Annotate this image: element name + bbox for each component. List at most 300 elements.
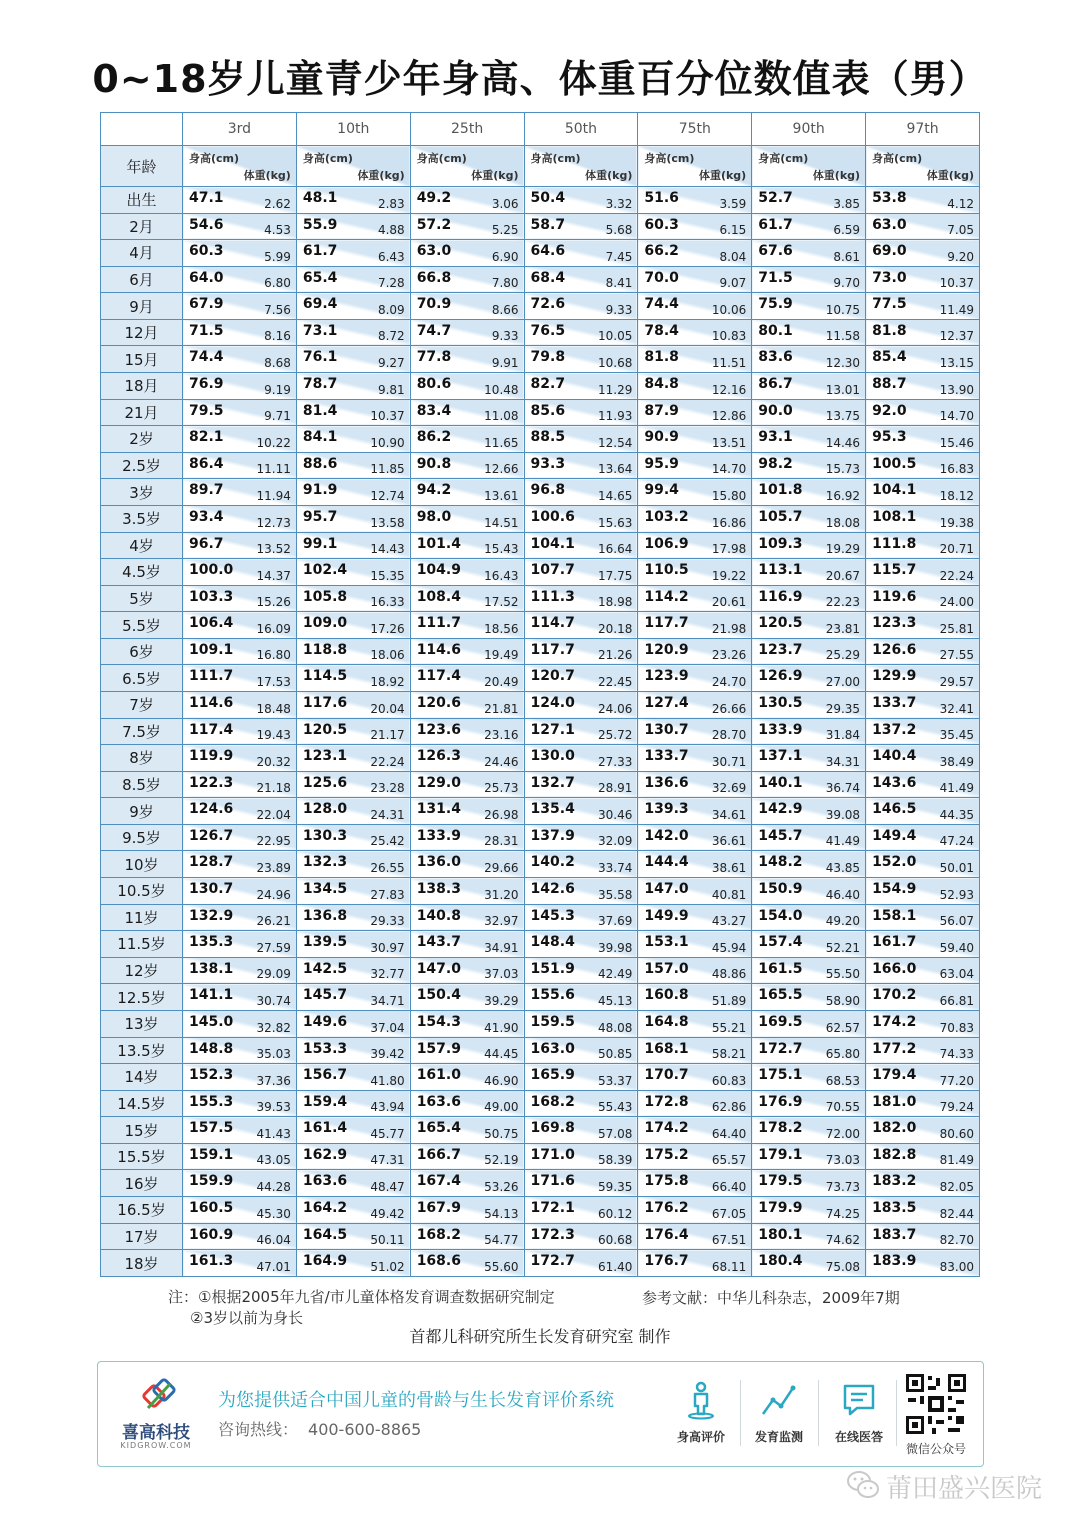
value-cell	[410, 213, 524, 240]
height-value: 177.2	[872, 1040, 917, 1057]
page-title: 0~18岁儿童青少年身高、体重百分位数值表（男）	[92, 57, 988, 101]
value-cell	[752, 532, 866, 559]
height-value: 159.4	[302, 1093, 348, 1110]
height-value: 96.7	[189, 535, 224, 552]
table-row	[101, 957, 980, 984]
weight-value: 24.31	[370, 807, 405, 822]
value-cell	[296, 319, 410, 346]
unit-header-cell	[296, 146, 410, 187]
weight-value: 75.08	[825, 1260, 861, 1274]
value-cell	[410, 585, 524, 612]
brand-name: 喜高科技	[122, 1423, 190, 1443]
age-cell: 14.5岁	[101, 1090, 183, 1117]
height-value: 126.9	[758, 668, 803, 685]
weight-value: 12.66	[484, 462, 519, 477]
weight-value: 20.18	[598, 621, 633, 636]
height-value: 99.4	[644, 482, 679, 499]
height-value: 150.9	[758, 881, 803, 898]
value-cell	[524, 559, 638, 586]
value-cell	[183, 373, 297, 400]
value-cell	[638, 266, 752, 293]
banner-slogan: 为您提供适合中国儿童的骨龄与生长发育评价系统	[218, 1390, 614, 1411]
weight-value: 25.42	[370, 834, 405, 849]
value-cell	[296, 266, 410, 293]
age-cell: 11.5岁	[101, 931, 183, 958]
weight-value: 46.04	[256, 1233, 291, 1248]
height-value: 166.0	[872, 960, 917, 977]
height-value: 111.3	[530, 588, 575, 605]
value-cell	[866, 957, 980, 984]
weight-value: 43.27	[711, 914, 747, 929]
value-cell	[866, 665, 980, 692]
height-value: 163.6	[416, 1093, 461, 1110]
height-value: 161.3	[189, 1253, 234, 1270]
value-cell	[638, 824, 752, 851]
height-value: 95.7	[302, 508, 338, 525]
height-unit-label: 身高(cm)	[758, 152, 809, 165]
height-value: 127.4	[644, 694, 689, 711]
height-value: 155.3	[189, 1093, 234, 1110]
height-value: 55.9	[302, 216, 338, 233]
weight-value: 12.73	[256, 515, 291, 530]
weight-value: 19.38	[939, 515, 974, 530]
weight-value: 22.24	[370, 754, 405, 769]
value-cell	[183, 957, 297, 984]
height-value: 117.4	[189, 721, 234, 738]
height-value: 128.0	[302, 801, 348, 818]
value-cell	[524, 638, 638, 665]
weight-value: 8.04	[719, 249, 747, 264]
value-cell	[296, 452, 410, 479]
weight-value: 8.72	[377, 329, 405, 344]
height-value: 109.3	[758, 535, 803, 552]
value-cell	[183, 638, 297, 665]
weight-value: 18.08	[825, 515, 861, 530]
table-row	[101, 1010, 980, 1037]
height-value: 95.3	[872, 429, 907, 446]
value-cell	[638, 532, 752, 559]
notes	[168, 1287, 555, 1329]
value-cell	[410, 426, 524, 453]
height-value: 90.0	[758, 402, 793, 419]
age-cell: 10.5岁	[101, 878, 183, 905]
weight-value: 51.02	[370, 1260, 405, 1274]
weight-unit-label: 体重(kg)	[243, 169, 291, 182]
table-row	[101, 479, 980, 506]
weight-value: 34.61	[711, 807, 747, 822]
header-corner	[101, 113, 183, 146]
height-value: 60.3	[644, 216, 679, 233]
weight-value: 23.26	[711, 648, 747, 663]
value-cell	[524, 319, 638, 346]
value-cell	[752, 319, 866, 346]
weight-value: 6.43	[377, 249, 405, 264]
value-cell	[183, 399, 297, 426]
value-cell	[183, 1196, 297, 1223]
weight-value: 7.80	[491, 276, 519, 291]
weight-value: 26.21	[256, 914, 291, 929]
weight-value: 23.28	[370, 781, 405, 796]
value-cell	[638, 1143, 752, 1170]
weight-value: 50.11	[370, 1233, 405, 1248]
weight-value: 67.51	[711, 1233, 747, 1248]
weight-value: 20.49	[484, 674, 519, 689]
value-cell	[296, 745, 410, 772]
weight-value: 48.47	[370, 1179, 405, 1194]
value-cell	[638, 612, 752, 639]
weight-value: 13.58	[370, 515, 405, 530]
header-percentile-97th: 97th	[866, 113, 980, 146]
value-cell	[410, 771, 524, 798]
height-value: 88.5	[530, 429, 566, 446]
height-value: 73.0	[872, 269, 907, 286]
value-cell	[752, 1117, 866, 1144]
height-value: 116.9	[758, 588, 803, 605]
height-value: 84.8	[644, 376, 679, 393]
weight-value: 72.00	[825, 1126, 861, 1141]
weight-value: 21.18	[256, 781, 291, 796]
table-row	[101, 1090, 980, 1117]
weight-value: 9.91	[491, 356, 519, 371]
height-value: 76.5	[530, 322, 566, 339]
height-value: 114.6	[416, 641, 461, 658]
feature-height-evaluation[interactable]	[666, 1376, 736, 1456]
height-value: 79.8	[530, 349, 566, 366]
height-value: 140.8	[416, 907, 461, 924]
value-cell	[296, 718, 410, 745]
height-value: 106.4	[189, 615, 234, 632]
value-cell	[410, 878, 524, 905]
height-value: 137.2	[872, 721, 917, 738]
table-row	[101, 346, 980, 373]
value-cell	[183, 585, 297, 612]
weight-value: 5.68	[605, 223, 633, 238]
weight-value: 28.31	[484, 834, 519, 849]
height-value: 152.0	[872, 854, 917, 871]
height-value: 180.1	[758, 1226, 803, 1243]
height-value: 89.7	[189, 482, 224, 499]
weight-value: 11.65	[484, 435, 519, 450]
weight-value: 44.45	[484, 1047, 519, 1062]
height-value: 132.7	[530, 774, 575, 791]
weight-value: 62.86	[711, 1100, 747, 1115]
weight-value: 27.59	[256, 940, 291, 955]
table-row	[101, 745, 980, 772]
age-cell: 7岁	[101, 691, 183, 718]
chat-bubble-icon	[839, 1380, 879, 1420]
value-cell	[183, 1170, 297, 1197]
weight-unit-label: 体重(kg)	[812, 169, 861, 182]
height-value: 136.6	[644, 774, 689, 791]
height-value: 135.4	[530, 801, 575, 818]
weight-value: 64.40	[711, 1126, 747, 1141]
value-cell	[638, 691, 752, 718]
weight-value: 21.98	[711, 621, 747, 636]
weight-value: 11.11	[256, 462, 291, 477]
value-cell	[866, 213, 980, 240]
value-cell	[183, 293, 297, 320]
height-value: 178.2	[758, 1120, 803, 1137]
weight-value: 50.01	[939, 861, 974, 876]
weight-value: 17.26	[370, 621, 405, 636]
value-cell	[410, 904, 524, 931]
height-value: 160.5	[189, 1199, 234, 1216]
value-cell	[638, 240, 752, 267]
value-cell	[752, 904, 866, 931]
height-value: 76.9	[189, 376, 224, 393]
weight-value: 11.49	[939, 302, 974, 317]
value-cell	[638, 771, 752, 798]
weight-value: 74.62	[825, 1233, 861, 1248]
table-row	[101, 293, 980, 320]
value-cell	[524, 213, 638, 240]
weight-value: 10.83	[711, 329, 747, 344]
weight-value: 11.94	[256, 488, 291, 503]
height-value: 175.1	[758, 1067, 803, 1084]
height-value: 111.8	[872, 535, 917, 552]
value-cell	[524, 957, 638, 984]
weight-value: 63.04	[939, 967, 974, 982]
weight-value: 25.73	[484, 781, 519, 796]
value-cell	[752, 585, 866, 612]
weight-value: 65.80	[825, 1047, 861, 1062]
value-cell	[524, 878, 638, 905]
age-cell: 8.5岁	[101, 771, 183, 798]
value-cell	[638, 878, 752, 905]
height-value: 149.9	[644, 907, 689, 924]
value-cell	[296, 399, 410, 426]
height-value: 142.5	[302, 960, 348, 977]
weight-value: 5.99	[264, 249, 291, 264]
weight-value: 18.92	[370, 674, 405, 689]
weight-value: 32.69	[711, 781, 747, 796]
height-value: 176.9	[758, 1093, 803, 1110]
value-cell	[410, 612, 524, 639]
weight-value: 62.57	[825, 1020, 861, 1035]
weight-value: 7.05	[947, 223, 974, 238]
height-value: 183.9	[872, 1253, 917, 1270]
height-value: 126.3	[416, 748, 461, 765]
height-value: 77.8	[416, 349, 452, 366]
height-value: 145.7	[758, 827, 803, 844]
weight-value: 39.53	[256, 1100, 291, 1115]
value-cell	[296, 904, 410, 931]
table-row	[101, 665, 980, 692]
weight-value: 22.04	[256, 807, 291, 822]
value-cell	[752, 213, 866, 240]
weight-value: 34.31	[825, 754, 861, 769]
value-cell	[183, 771, 297, 798]
value-cell	[296, 187, 410, 214]
weight-value: 10.05	[598, 329, 633, 344]
age-cell: 16岁	[101, 1170, 183, 1197]
value-cell	[296, 1117, 410, 1144]
person-height-icon	[681, 1380, 721, 1420]
value-cell	[524, 479, 638, 506]
value-cell	[866, 319, 980, 346]
height-value: 172.8	[644, 1093, 689, 1110]
value-cell	[524, 532, 638, 559]
hotline-number[interactable]: 400-600-8865	[308, 1420, 422, 1439]
weight-value: 10.68	[598, 356, 633, 371]
weight-value: 17.75	[598, 568, 633, 583]
weight-value: 46.40	[825, 887, 861, 902]
value-cell	[410, 399, 524, 426]
weight-value: 9.70	[833, 276, 861, 291]
height-value: 127.1	[530, 721, 575, 738]
height-value: 66.2	[644, 243, 679, 260]
feature-online-consult[interactable]	[824, 1376, 894, 1456]
weight-value: 4.88	[377, 223, 405, 238]
weight-value: 80.60	[939, 1126, 974, 1141]
weight-value: 55.43	[598, 1100, 633, 1115]
value-cell	[410, 1223, 524, 1250]
value-cell	[410, 691, 524, 718]
weight-unit-label: 体重(kg)	[357, 169, 405, 182]
height-value: 161.5	[758, 960, 803, 977]
value-cell	[638, 213, 752, 240]
height-value: 85.4	[872, 349, 907, 366]
age-cell: 出生	[101, 187, 183, 214]
weight-value: 79.24	[939, 1100, 974, 1115]
height-value: 133.7	[872, 694, 917, 711]
height-value: 134.5	[302, 881, 348, 898]
value-cell	[296, 878, 410, 905]
height-value: 77.5	[872, 296, 907, 313]
height-value: 168.6	[416, 1253, 461, 1270]
value-cell	[183, 266, 297, 293]
value-cell	[410, 319, 524, 346]
value-cell	[752, 426, 866, 453]
height-value: 131.4	[416, 801, 461, 818]
value-cell	[866, 1250, 980, 1277]
weight-value: 15.46	[939, 435, 974, 450]
table-row	[101, 1117, 980, 1144]
table-row	[101, 399, 980, 426]
height-value: 149.4	[872, 827, 917, 844]
weight-value: 50.85	[598, 1047, 633, 1062]
age-cell: 21月	[101, 399, 183, 426]
age-cell: 13岁	[101, 1010, 183, 1037]
value-cell	[524, 1090, 638, 1117]
value-cell	[410, 931, 524, 958]
height-value: 181.0	[872, 1093, 917, 1110]
weight-value: 41.49	[939, 781, 974, 796]
value-cell	[866, 771, 980, 798]
weight-value: 25.81	[939, 621, 974, 636]
height-value: 115.7	[872, 562, 917, 579]
age-cell: 12.5岁	[101, 984, 183, 1011]
weight-value: 9.81	[377, 382, 405, 397]
value-cell	[638, 505, 752, 532]
table-row	[101, 1170, 980, 1197]
weight-value: 13.64	[598, 462, 633, 477]
weight-value: 9.71	[264, 409, 291, 424]
height-value: 157.5	[189, 1120, 234, 1137]
value-cell	[638, 984, 752, 1011]
weight-value: 31.20	[484, 887, 519, 902]
height-value: 130.7	[189, 881, 234, 898]
value-cell	[410, 984, 524, 1011]
unit-header-cell	[524, 146, 638, 187]
height-value: 179.1	[758, 1146, 803, 1163]
weight-value: 54.13	[484, 1206, 519, 1221]
height-value: 100.6	[530, 508, 575, 525]
qr-code-icon[interactable]	[904, 1372, 968, 1436]
value-cell	[524, 691, 638, 718]
weight-value: 54.77	[484, 1233, 519, 1248]
height-value: 63.0	[872, 216, 907, 233]
weight-value: 16.43	[484, 568, 519, 583]
weight-value: 23.89	[256, 861, 291, 876]
height-value: 138.1	[189, 960, 234, 977]
weight-value: 39.08	[825, 807, 861, 822]
height-value: 105.7	[758, 508, 803, 525]
feature-label: 身高评价	[676, 1430, 725, 1444]
value-cell	[296, 957, 410, 984]
value-cell	[183, 798, 297, 825]
height-value: 80.1	[758, 322, 793, 339]
weight-value: 53.37	[598, 1073, 633, 1088]
height-value: 53.8	[872, 190, 907, 206]
value-cell	[752, 798, 866, 825]
value-cell	[524, 585, 638, 612]
value-cell	[410, 266, 524, 293]
weight-value: 24.70	[711, 674, 747, 689]
value-cell	[638, 745, 752, 772]
value-cell	[752, 851, 866, 878]
value-cell	[296, 638, 410, 665]
weight-value: 10.90	[370, 435, 405, 450]
height-value: 141.1	[189, 987, 234, 1004]
weight-value: 16.09	[256, 621, 291, 636]
weight-value: 14.46	[825, 435, 861, 450]
height-value: 124.6	[189, 801, 234, 818]
value-cell	[524, 1170, 638, 1197]
weight-value: 13.15	[939, 356, 974, 371]
height-value: 161.4	[302, 1120, 348, 1137]
weight-value: 55.60	[484, 1260, 519, 1274]
weight-value: 18.56	[484, 621, 519, 636]
height-value: 61.7	[302, 243, 338, 260]
feature-growth-monitoring[interactable]	[744, 1376, 814, 1456]
weight-value: 32.77	[370, 967, 405, 982]
weight-value: 59.35	[598, 1179, 633, 1194]
divider	[818, 1380, 819, 1446]
value-cell	[638, 452, 752, 479]
value-cell	[866, 1090, 980, 1117]
value-cell	[638, 798, 752, 825]
value-cell	[866, 505, 980, 532]
weight-value: 8.68	[264, 356, 291, 371]
height-value: 74.4	[644, 296, 679, 313]
weight-value: 74.33	[939, 1047, 974, 1062]
value-cell	[410, 532, 524, 559]
weight-value: 9.27	[377, 356, 405, 371]
weight-value: 44.28	[256, 1179, 291, 1194]
value-cell	[638, 293, 752, 320]
age-cell: 12岁	[101, 957, 183, 984]
height-value: 104.9	[416, 562, 461, 579]
height-value: 64.0	[189, 269, 224, 286]
weight-value: 13.75	[825, 409, 861, 424]
height-value: 103.2	[644, 508, 689, 525]
table-row	[101, 984, 980, 1011]
height-value: 78.4	[644, 322, 679, 339]
weight-value: 30.97	[370, 940, 405, 955]
weight-value: 52.21	[825, 940, 861, 955]
value-cell	[524, 771, 638, 798]
